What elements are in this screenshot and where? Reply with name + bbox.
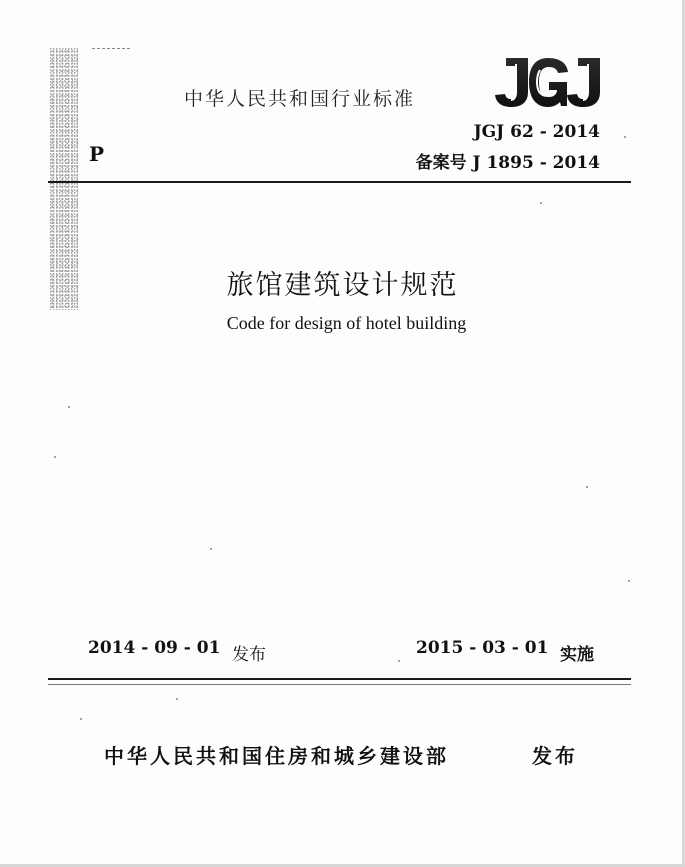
scan-speck <box>628 580 630 582</box>
scan-speck <box>68 406 70 408</box>
implementation-date: 2015 - 03 - 01 <box>416 638 549 658</box>
title-chinese: 旅馆建筑设计规范 <box>226 270 459 301</box>
publisher-label: 发布 <box>532 744 578 768</box>
publisher-name: 中华人民共和国住房和城乡建设部 <box>104 744 449 768</box>
title-english: Code for design of hotel building <box>226 313 467 333</box>
scan-speck <box>176 698 178 700</box>
jgj-logo-icon <box>494 54 604 110</box>
scan-speck <box>624 136 626 138</box>
svg-text:JGJ: JGJ <box>494 54 496 55</box>
divider-top <box>48 181 631 183</box>
issue-date: 2014 - 09 - 01 <box>88 638 221 658</box>
scan-speck <box>540 202 542 204</box>
divider-bottom <box>48 678 631 680</box>
scan-speck <box>586 486 588 488</box>
record-number: 备案号 J 1895 - 2014 <box>415 153 600 173</box>
scan-mark <box>92 48 130 49</box>
issue-label: 发布 <box>232 645 266 665</box>
standard-code: JGJ 62 - 2014 <box>473 122 600 142</box>
implementation-label: 实施 <box>560 645 594 665</box>
category-letter: P <box>89 142 105 166</box>
scan-speck <box>398 660 400 662</box>
issuer-line: 中华人民共和国行业标准 <box>184 88 416 110</box>
scan-speck <box>210 548 212 550</box>
divider-bottom-thin <box>48 684 631 685</box>
scan-speck <box>54 456 56 458</box>
scan-speck <box>80 718 82 720</box>
